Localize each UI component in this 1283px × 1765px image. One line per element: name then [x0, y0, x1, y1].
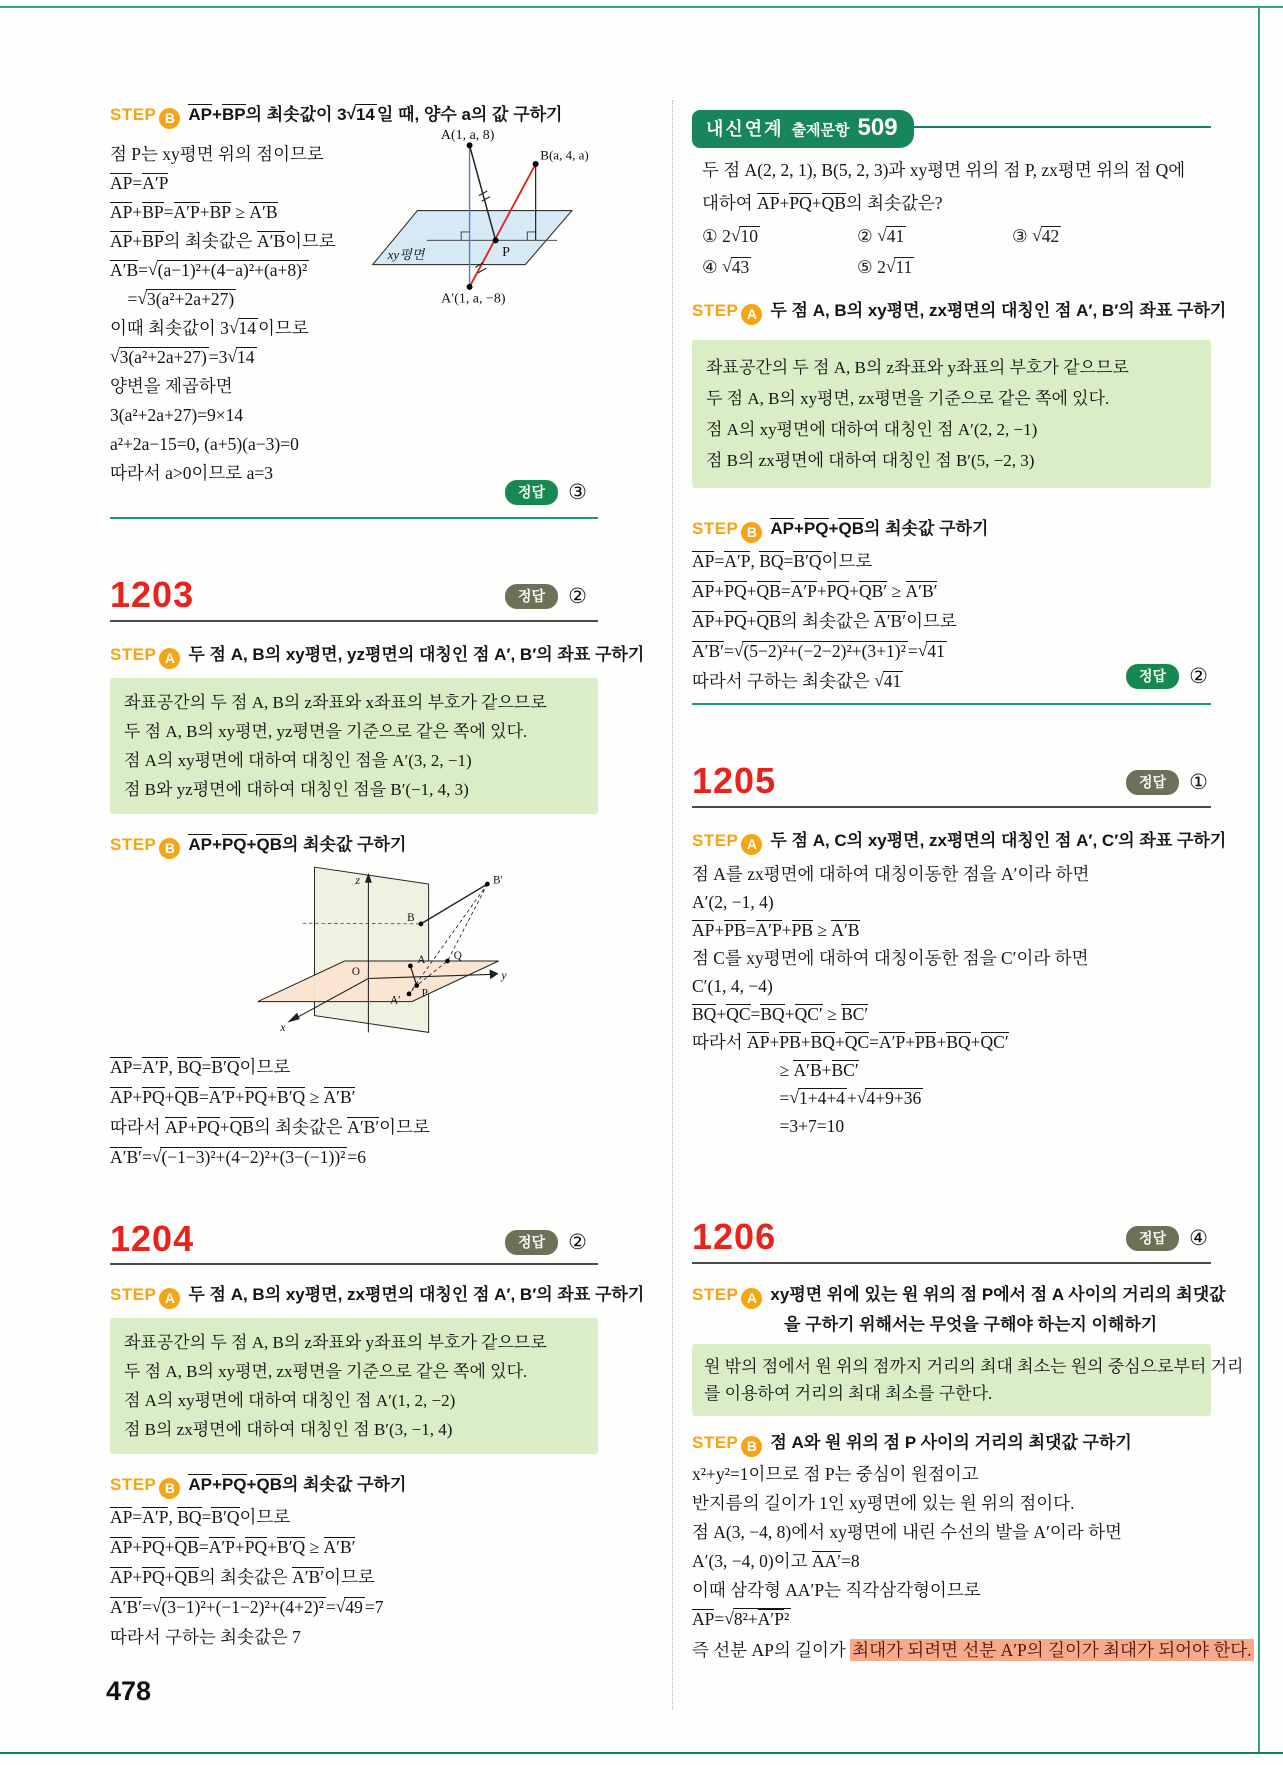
text-line: BQ+QC=BQ+QC′ ≥ BC′ [692, 1004, 869, 1024]
label-B: B [407, 912, 415, 925]
note-line: 두 점 A, B의 xy평면, zx평면을 기준으로 같은 쪽에 있다. [124, 1362, 528, 1381]
reflection-diagram-xy-plane [356, 128, 598, 308]
step-b-header [692, 1428, 1132, 1457]
text-line: C′(1, 4, −4) [692, 976, 773, 996]
answer-badge [1126, 664, 1208, 689]
solution-note-box [692, 340, 1211, 488]
label-x-axis: x [280, 1020, 286, 1034]
note-line: 점 A의 xy평면에 대하여 대칭인 점 A′(1, 2, −2) [124, 1391, 456, 1410]
step-title: 두 점 A, B의 xy평면, zx평면의 대칭인 점 A′, B′의 좌표 구하기 [188, 1285, 645, 1304]
text-line: A′B=√(a−1)²+(4−a)²+(a+8)² [110, 259, 308, 280]
text-line: x²+y²=1이므로 점 P는 중심이 원점이고 [692, 1464, 979, 1484]
text-line: 점 C를 xy평면에 대하여 대칭이동한 점을 C′이라 하면 [692, 948, 1089, 968]
label-z-axis: z [355, 873, 360, 887]
solution-lines [692, 860, 1089, 1140]
step-b-header [110, 1470, 406, 1499]
problem-rule [110, 1263, 598, 1265]
tag-sub-label: 출제문항 [791, 122, 850, 139]
choice-list [702, 226, 1202, 278]
step-a-header [692, 296, 1226, 325]
step-letter-icon: B [159, 1478, 180, 1499]
equal-tick [479, 191, 490, 201]
step-letter-icon: B [741, 1436, 762, 1457]
label-y-axis: y [501, 968, 507, 983]
answer-pill: 정답 [505, 584, 558, 609]
step-title-line2: 을 구하기 위해서는 무엇을 구해야 하는지 이해하기 [784, 1315, 1158, 1334]
step-letter-icon: A [741, 834, 762, 855]
answer-pill: 정답 [1126, 770, 1179, 795]
note-line: 점 B의 zx평면에 대하여 대칭인 점 B′(5, −2, 3) [706, 451, 1035, 470]
step-title: 두 점 A, B의 xy평면, zx평면의 대칭인 점 A′, B′의 좌표 구하기 [770, 301, 1227, 320]
text-line: A′B′=√(3−1)²+(−1−2)²+(4+2)² =√49 =7 [110, 1596, 384, 1617]
text-line: =√1+4+4 +√4+9+36 [692, 1087, 922, 1108]
step-title: 두 점 A, B의 xy평면, yz평면의 대칭인 점 A′, B′의 좌표 구하기 [188, 645, 645, 664]
solution-lines [110, 1502, 383, 1652]
note-line: 원 밖의 점에서 원 위의 점까지 거리의 최대 최소는 원의 중심으로부터 거리 [704, 1357, 1244, 1376]
step-b-header [110, 830, 406, 859]
text-line: =3+7=10 [692, 1116, 845, 1136]
solution-lines [692, 546, 957, 696]
label-origin: O [351, 966, 360, 978]
label-A: A(1, a, 8) [440, 128, 495, 143]
note-line: 좌표공간의 두 점 A, B의 z좌표와 x좌표의 부호가 같으므로 [124, 693, 547, 712]
step-title: 두 점 A, C의 xy평면, zx평면의 대칭인 점 A′, C′의 좌표 구하기 [770, 831, 1227, 850]
label-B: B(a, 4, a) [540, 147, 589, 163]
solution-note-box [110, 678, 598, 814]
problem-number-1205: 1205 [692, 760, 777, 801]
text-line: AP=√8²+A′P² [692, 1608, 790, 1629]
page-border-bottom [0, 1752, 1283, 1754]
text-line: 반지름의 길이가 1인 xy평면에 있는 원 위의 점이다. [692, 1493, 1075, 1513]
note-line: 좌표공간의 두 점 A, B의 z좌표와 y좌표의 부호가 같으므로 [706, 358, 1129, 377]
text-line: AP+PQ+QB=A′P+PQ+B′Q ≥ A′B′ [110, 1087, 356, 1107]
answer-badge [505, 1230, 587, 1255]
choice-item: ④ √43 [702, 256, 750, 277]
tag-rule [912, 126, 1211, 128]
column-separator [672, 100, 673, 1710]
step-label: STEP [110, 1475, 157, 1494]
text-line: 양변을 제곱하면 [110, 376, 233, 396]
step-title: AP+PQ+QB의 최솟값 구하기 [770, 519, 989, 538]
answer-number: ② [1189, 664, 1208, 688]
note-line: 점 B와 yz평면에 대하여 대칭인 점을 B′(−1, 4, 3) [124, 780, 469, 799]
text-line: ≥ A′B+BC′ [692, 1060, 859, 1080]
text-line: 따라서 구하는 최솟값은 √41 [692, 670, 902, 691]
label-A-prime: A′ [390, 994, 401, 1007]
problem-rule [692, 1262, 1211, 1264]
problem-number-1206: 1206 [692, 1216, 777, 1257]
label-A: A [417, 954, 426, 967]
page-border-top [0, 6, 1283, 8]
text-line: AP+PQ+QB의 최솟값은 A′B′이므로 [110, 1567, 375, 1587]
final-highlighted-text: 최대가 되려면 선분 A′P의 길이가 최대가 되어야 한다. [852, 1640, 1252, 1660]
text-line: A′B′=√(−1−3)²+(4−2)²+(3−(−1))² =6 [110, 1146, 367, 1167]
step-title: AP+PQ+QB의 최솟값 구하기 [188, 1475, 407, 1494]
label-Q: Q [453, 949, 462, 962]
text-line: AP=A′P, BQ=B′Q이므로 [692, 551, 873, 571]
text-line: 이때 최솟값이 3√14 이므로 [110, 317, 309, 338]
answer-number: ② [568, 584, 587, 608]
page-number: 478 [106, 1676, 152, 1706]
solution-lines [692, 1460, 1122, 1634]
choice-item: ⑤ 2√11 [857, 256, 913, 277]
answer-number: ④ [1189, 1226, 1208, 1250]
text-line: AP=A′P, BQ=B′Q이므로 [110, 1057, 291, 1077]
text-line: =√3(a²+2a+27) [110, 288, 235, 309]
step-label: STEP [692, 519, 739, 538]
text-line: A′(3, −4, 0)이고 AA′=8 [692, 1551, 860, 1571]
problem-number-1203: 1203 [110, 574, 195, 615]
tag-number: 509 [857, 114, 898, 141]
label-A-prime: A′(1, a, −8) [441, 291, 506, 307]
note-line: 좌표공간의 두 점 A, B의 z좌표와 y좌표의 부호가 같으므로 [124, 1333, 547, 1352]
problem-line: 대하여 AP+PQ+QB의 최솟값은? [702, 193, 943, 213]
label-P: P [502, 245, 510, 261]
section-divider [692, 703, 1211, 705]
step-letter-icon: A [741, 1288, 762, 1309]
text-line: 따라서 a>0이므로 a=3 [110, 463, 273, 483]
final-statement-line [692, 1636, 1254, 1665]
text-line: AP=A′P, BQ=B′Q이므로 [110, 1507, 291, 1527]
note-line: 점 A의 xy평면에 대하여 대칭인 점 A′(2, 2, −1) [706, 420, 1038, 439]
text-line: 점 A를 zx평면에 대하여 대칭이동한 점을 A′이라 하면 [692, 864, 1090, 884]
yz-plane-shape [315, 867, 429, 1032]
step-title: AP+PQ+QB의 최솟값 구하기 [188, 835, 407, 854]
step-title: AP+BP의 최솟값이 3√14 일 때, 양수 a의 값 구하기 [188, 104, 563, 124]
note-line: 점 A의 xy평면에 대하여 대칭인 점을 A′(3, 2, −1) [124, 751, 472, 770]
step-a-header [692, 1280, 1226, 1309]
label-B-prime: B′ [493, 874, 503, 887]
answer-badge [505, 584, 587, 609]
text-line: √3(a²+2a+27) =3√14 [110, 346, 255, 367]
text-line: a²+2a−15=0, (a+5)(a−3)=0 [110, 434, 299, 454]
problem-line: 두 점 A(2, 2, 1), B(5, 2, 3)과 xy평면 위의 점 P, zx평면 위의 점 Q에 [702, 160, 1186, 180]
text-line: 점 P는 xy평면 위의 점이므로 [110, 144, 324, 164]
step-label: STEP [692, 1285, 739, 1304]
step-b-header [110, 100, 562, 129]
choice-item: ③ √42 [1012, 225, 1060, 246]
label-P: P [421, 987, 428, 1000]
step-a-header [110, 1280, 644, 1309]
step-letter-icon: A [159, 648, 180, 669]
solution-lines [110, 1052, 430, 1172]
step-label: STEP [110, 835, 157, 854]
text-line: 따라서 구하는 최솟값은 7 [110, 1627, 301, 1647]
solution-note-box [110, 1318, 598, 1454]
answer-badge [1126, 1226, 1208, 1251]
section-divider [110, 517, 598, 519]
text-line: AP+PQ+QB=A′P+PQ+QB′ ≥ A′B′ [692, 581, 938, 601]
answer-badge [505, 480, 587, 505]
problem-rule [692, 806, 1211, 808]
answer-number: ① [1189, 770, 1208, 794]
text-line: A′(2, −1, 4) [692, 892, 774, 912]
text-line: 점 A(3, −4, 8)에서 xy평면에 내린 수선의 발을 A′이라 하면 [692, 1522, 1122, 1542]
text-line: 따라서 AP+PB+BQ+QC=A′P+PB+BQ+QC′ [692, 1032, 1009, 1052]
step-letter-icon: A [741, 304, 762, 325]
choice-item: ② √41 [857, 225, 905, 246]
text-line: AP+PQ+QB의 최솟값은 A′B′이므로 [692, 611, 957, 631]
linked-problem-tag [692, 110, 914, 148]
step-label: STEP [110, 1285, 157, 1304]
step-letter-icon: B [741, 522, 762, 543]
answer-pill: 정답 [1126, 1226, 1179, 1251]
note-line: 두 점 A, B의 xy평면, zx평면을 기준으로 같은 쪽에 있다. [706, 389, 1110, 408]
note-line: 를 이용하여 거리의 최대 최소를 구한다. [704, 1384, 993, 1403]
step-title: xy평면 위에 있는 원 위의 점 P에서 점 A 사이의 거리의 최댓값 [770, 1285, 1226, 1304]
text-line: AP+PQ+QB=A′P+PQ+B′Q ≥ A′B′ [110, 1537, 356, 1557]
step-letter-icon: B [159, 838, 180, 859]
answer-pill: 정답 [505, 1230, 558, 1255]
step-a-header [110, 640, 644, 669]
text-line: AP+PB=A′P+PB ≥ A′B [692, 920, 860, 940]
note-line: 두 점 A, B의 xy평면, yz평면을 기준으로 같은 쪽에 있다. [124, 722, 528, 741]
answer-pill: 정답 [1126, 664, 1179, 689]
text-line: AP+BP=A′P+BP ≥ A′B [110, 202, 278, 222]
coordinate-planes-diagram [248, 856, 514, 1066]
step-label: STEP [692, 301, 739, 320]
problem-statement [702, 154, 1185, 220]
choice-item: ① 2√10 [702, 225, 758, 246]
step-label: STEP [110, 105, 157, 124]
step-label: STEP [692, 831, 739, 850]
answer-badge [1126, 770, 1208, 795]
step-letter-icon: A [159, 1288, 180, 1309]
step-label: STEP [692, 1433, 739, 1452]
text-line: A′B′=√(5−2)²+(−2−2)²+(3+1)² =√41 [692, 640, 945, 661]
step-label: STEP [110, 645, 157, 664]
tag-main-label: 내신연계 [706, 119, 784, 139]
xy-plane-shape [258, 961, 499, 1002]
step-title: 점 A와 원 위의 점 P 사이의 거리의 최댓값 구하기 [770, 1433, 1132, 1452]
note-line: 점 B의 zx평면에 대하여 대칭인 점 B′(3, −1, 4) [124, 1420, 453, 1439]
text-line: 따라서 AP+PQ+QB의 최솟값은 A′B′이므로 [110, 1117, 430, 1137]
answer-number: ② [568, 1230, 587, 1254]
final-plain-text: 즉 선분 AP의 길이가 [692, 1640, 851, 1660]
text-line: AP+BP의 최솟값은 A′B이므로 [110, 231, 336, 251]
text-line: AP=A′P [110, 173, 169, 193]
page-border-right [1258, 6, 1260, 1754]
label-xy-plane: xy평면 [387, 246, 425, 262]
problem-number-1204: 1204 [110, 1218, 195, 1259]
step-letter-icon: B [159, 108, 180, 129]
solution-note-box [692, 1344, 1244, 1416]
problem-rule [110, 620, 598, 622]
step-a-header [692, 826, 1226, 855]
step-b-header [692, 514, 988, 543]
answer-number: ③ [568, 480, 587, 504]
solution-lines [110, 140, 336, 488]
text-line: 이때 삼각형 AA′P는 직각삼각형이므로 [692, 1580, 981, 1600]
answer-pill: 정답 [505, 480, 558, 505]
text-line: 3(a²+2a+27)=9×14 [110, 405, 244, 425]
